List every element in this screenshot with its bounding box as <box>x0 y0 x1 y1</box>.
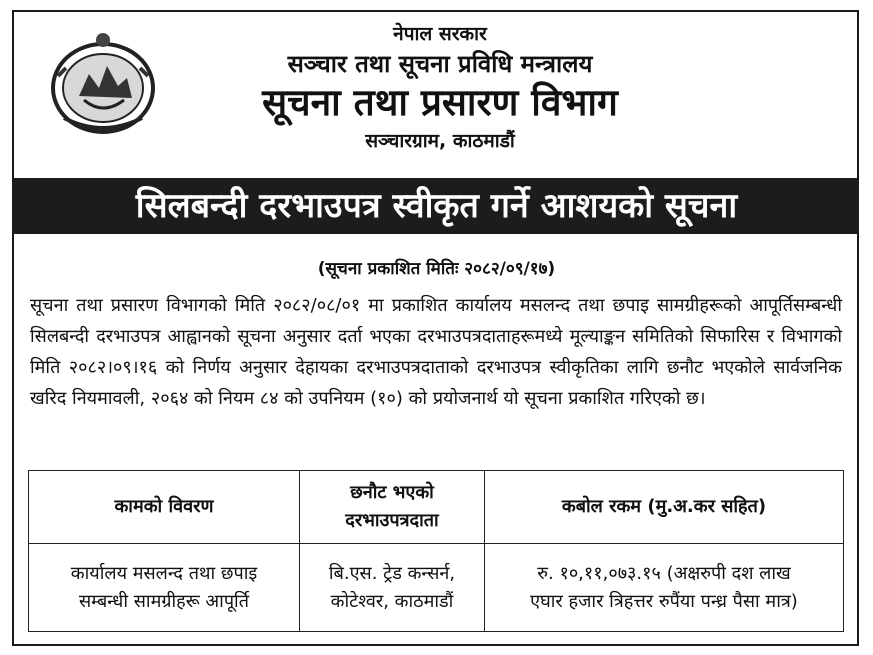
table-header-row <box>29 471 844 544</box>
cell-amount <box>485 544 844 632</box>
header-bidder <box>300 471 485 544</box>
table-row <box>29 544 844 632</box>
notice-body: सूचना तथा प्रसारण विभागको मिति २०८२/०८/०१ मा प्रकाशित कार्यालय मसलन्द तथा छपाइ सामग्रीहरूको आपूर्तिसम्बन्धी सिलबन्दी दरभाउपत्र आह्वानको सूचना अनुसार दर्ता भएका दरभाउपत्रदाताहरूमध्ये मूल्याङ्कन समितिको सिफारिस र विभागको मिति २०८२।०९।१६ को निर्णय अनुसार देहायका दरभाउपत्रदाताको दरभाउपत्र स्वीकृतिका लागि छनौट भएकोले सार्वजनिक खरिद नियमावली, २०६४ को नियम ८४ को उपनियम (१०) को प्रयोजनार्थ यो सूचना प्रकाशित गरिएको छ। <box>30 295 842 409</box>
header-bidder-line2: दरभाउपत्रदाता <box>345 510 439 531</box>
department-name: सूचना तथा प्रसारण विभाग <box>262 81 618 124</box>
header-bidder-line1: छनौट भएको <box>350 482 434 503</box>
government-name: नेपाल सरकार <box>393 23 487 45</box>
description-line2: सम्बन्धी सामग्रीहरू आपूर्ति <box>79 590 249 612</box>
nepal-government-emblem-icon <box>44 26 162 138</box>
header-description: कामको विवरण <box>29 471 300 544</box>
amount-line2: एघार हजार त्रिहत्तर रुपैंया पन्ध्र पैसा मात्र) <box>530 590 798 612</box>
bidder-line2: कोटेश्वर, काठमाडौं <box>330 590 454 612</box>
cell-description <box>29 544 300 632</box>
amount-line1: रु. १०,११,०७३.१५ (अक्षरुपी दश लाख <box>537 562 791 584</box>
department-address: सञ्चारग्राम, काठमाडौं <box>365 130 515 152</box>
letterhead <box>150 22 730 154</box>
notice-title: सिलबन्दी दरभाउपत्र स्वीकृत गर्ने आशयको सूचना <box>14 178 859 234</box>
bidder-line1: बि.एस. ट्रेड कन्सर्न, <box>328 562 456 584</box>
description-line1: कार्यालय मसलन्द तथा छपाइ <box>70 562 258 584</box>
award-table <box>28 470 844 632</box>
header-amount: कबोल रकम (मु.अ.कर सहित) <box>485 471 844 544</box>
published-date: (सूचना प्रकाशित मितिः २०८२/०९/१७) <box>317 259 556 279</box>
ministry-name: सञ्चार तथा सूचना प्रविधि मन्त्रालय <box>287 50 593 78</box>
cell-bidder <box>300 544 485 632</box>
